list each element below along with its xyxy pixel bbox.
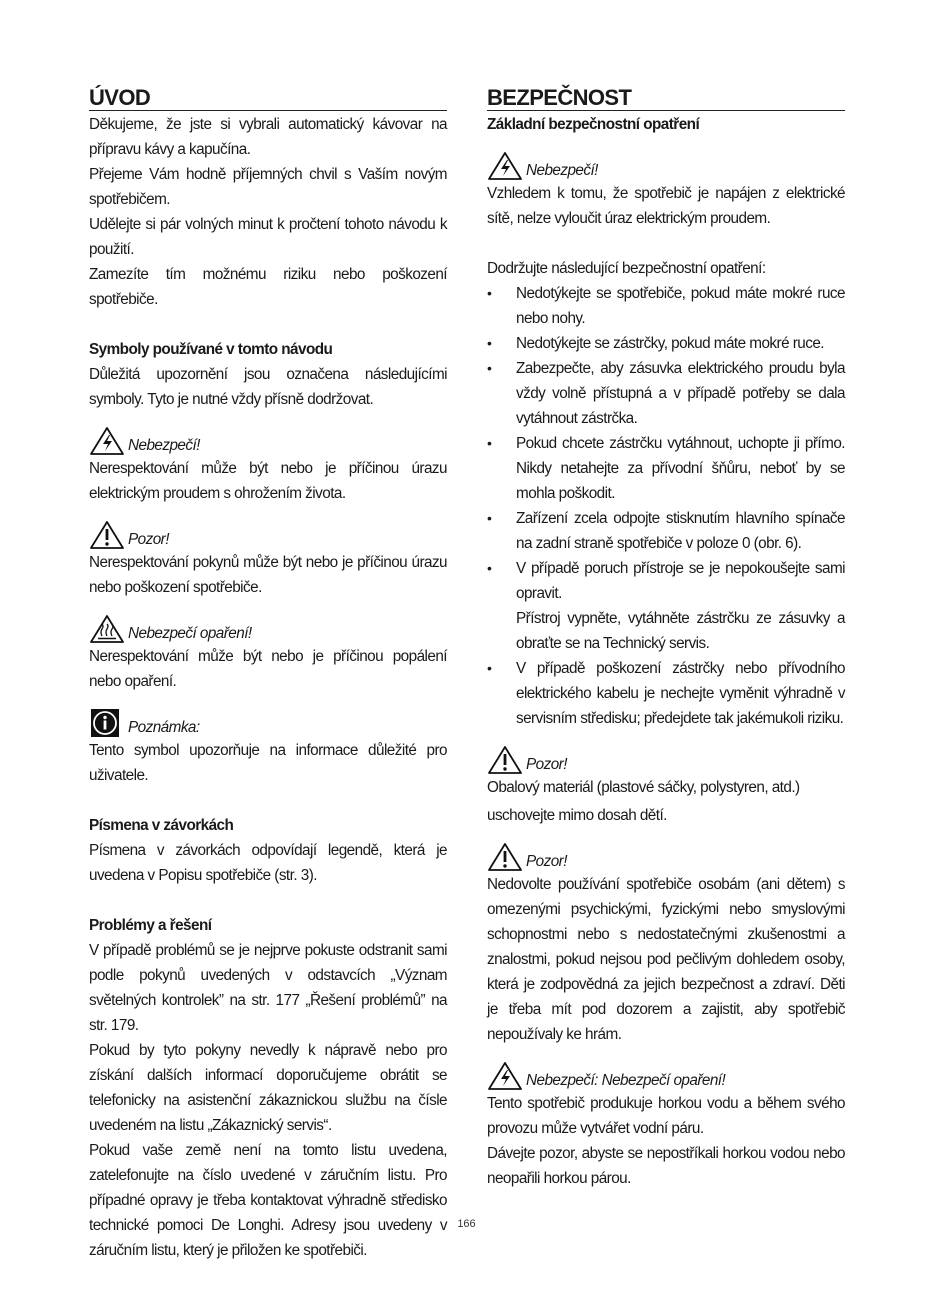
burn-symbol-row — [89, 613, 447, 644]
electric-danger-icon — [487, 1061, 523, 1091]
caution-symbol-row — [487, 841, 845, 872]
list-item — [487, 506, 845, 556]
danger-symbol-row — [487, 150, 845, 181]
safety-subheading: Základní bezpečnostní opatření — [487, 116, 700, 133]
info-icon — [89, 708, 125, 738]
right-column — [487, 84, 845, 1191]
symbols-heading: Symboly používané v tomto návodu — [89, 341, 333, 358]
danger-label: Nebezpečí! — [526, 162, 598, 179]
list-item-text: • Zabezpečte, aby zásuvka elektrického proudu byla vždy volně přístupná a v případě potřeby se dala vytáhnout zástrčka. — [516, 360, 845, 427]
list-item-text: • Zařízení zcela odpojte stisknutím hlavního spínače na zadní straně spotřebiče v poloze 0 (obr. 6). — [516, 510, 845, 552]
symbols-intro: Důležitá upozornění jsou označena následujícími symboly. Tyto je nutné vždy přísně dodržovat. — [89, 366, 447, 408]
warning-icon — [487, 745, 523, 775]
left-column — [89, 84, 447, 1263]
caution-text: Nedovolte používání spotřebiče osobám (ani dětem) s omezenými psychickými, fyzickými nebo smyslovými schopnostmi nebo s nedostatečnými zkušenostmi a znalostmi, pokud nejsou pod pečlivým dohledem osoby, která je zodpovědná za jejich bezpečnost a zdraví. Děti je třeba mít pod dozorem a zajistit, aby spotřebič nepoužívaly ke hrám. — [487, 876, 845, 1043]
letters-text: Písmena v závorkách odpovídají legendě, která je uvedena v Popisu spotřebiče (str. 3). — [89, 842, 447, 884]
caution-label: Pozor! — [526, 756, 567, 773]
caution-label: Pozor! — [526, 853, 567, 870]
burn-text: Nerespektování může být nebo je příčinou popálení nebo opaření. — [89, 648, 447, 690]
list-item — [487, 431, 845, 506]
burn-label: Nebezpečí opaření! — [128, 625, 252, 642]
burn-symbol-row — [487, 1060, 845, 1091]
danger-text: Nerespektování může být nebo je příčinou úrazu elektrickým proudem s ohrožením života. — [89, 460, 447, 502]
intro-paragraph: Udělejte si pár volných minut k pročtení tohoto návodu k použití. — [89, 216, 447, 258]
intro-paragraph: Děkujeme, že jste si vybrali automatický kávovar na přípravu kávy a kapučína. — [89, 116, 447, 158]
burn-paragraph: Dávejte pozor, abyste se nepostříkali horkou vodou nebo neopařili horkou párou. — [487, 1145, 845, 1187]
burn-label: Nebezpečí: Nebezpečí opaření! — [526, 1072, 726, 1089]
list-item-text: Přístroj vypněte, vytáhněte zástrčku ze zásuvky a obraťte se na Technický servis. — [516, 610, 845, 652]
note-label: Poznámka: — [128, 719, 200, 736]
note-text: Tento symbol upozorňuje na informace důležité pro uživatele. — [89, 742, 447, 784]
caution-text: Nerespektování pokynů může být nebo je příčinou úrazu nebo poškození spotřebiče. — [89, 554, 447, 596]
list-item-text: • V případě poškození zástrčky nebo přívodního elektrického kabelu je nechejte vyměnit výhradně v servisním středisku; předejdete tak jakémukoli riziku. — [516, 660, 845, 727]
danger-text: Vzhledem k tomu, že spotřebič je napájen z elektrické sítě, nelze vyloučit úraz elektrickým proudem. — [487, 185, 845, 227]
page-number: 166 — [457, 1218, 476, 1230]
warning-icon — [487, 842, 523, 872]
danger-symbol-row — [89, 425, 447, 456]
rules-intro: Dodržujte následující bezpečnostní opatření: — [487, 260, 766, 277]
caution-text: Obalový materiál (plastové sáčky, polystyren, atd.) — [487, 779, 800, 796]
problems-heading: Problémy a řešení — [89, 917, 212, 934]
list-item — [487, 331, 845, 356]
intro-paragraph: Přejeme Vám hodně příjemných chvil s Vaším novým spotřebičem. — [89, 166, 447, 208]
caution-symbol-row — [487, 744, 845, 775]
section-title-uvod: ÚVOD — [89, 84, 447, 111]
letters-heading: Písmena v závorkách — [89, 817, 234, 834]
section-title-bezpecnost: BEZPEČNOST — [487, 84, 845, 111]
problems-paragraph: Pokud by tyto pokyny nevedly k nápravě nebo pro získání dalších informací doporučujeme obrátit se telefonicky na asistenční zákaznickou službu na čísle uvedeném na listu „Zákaznický servis“. — [89, 1042, 447, 1134]
note-symbol-row — [89, 707, 447, 738]
burn-paragraph: Tento spotřebič produkuje horkou vodu a během svého provozu může vytvářet vodní páru. — [487, 1095, 845, 1137]
caution-text: uschovejte mimo dosah dětí. — [487, 807, 667, 824]
warning-icon — [89, 520, 125, 550]
list-item-text: • Nedotýkejte se spotřebiče, pokud máte mokré ruce nebo nohy. — [516, 285, 845, 327]
caution-symbol-row — [89, 519, 447, 550]
electric-danger-icon — [89, 426, 125, 456]
list-item — [487, 281, 845, 331]
danger-label: Nebezpečí! — [128, 437, 200, 454]
problems-paragraph: Pokud vaše země není na tomto listu uvedena, zatelefonujte na číslo uvedené v záručním listu. Pro případné opravy je třeba kontaktovat výhradně středisko technické pomoci De Longhi. Adresy jsou uvedeny v záručním listu, který je přiložen ke spotřebiči. — [89, 1142, 447, 1259]
intro-paragraph: Zamezíte tím možnému riziku nebo poškození spotřebiče. — [89, 266, 447, 308]
hot-surface-icon — [89, 614, 125, 644]
list-item-text: • V případě poruch přístroje se je nepokoušejte sami opravit. — [516, 560, 845, 602]
list-item-text: • Pokud chcete zástrčku vytáhnout, uchopte ji přímo. Nikdy netahejte za přívodní šňůru, neboť by se mohla poškodit. — [516, 435, 845, 502]
problems-paragraph: V případě problémů se je nejprve pokuste odstranit sami podle pokynů uvedených v odstavcích „Význam světelných kontrolek” na str. 177 „Řešení problémů” na str. 179. — [89, 942, 447, 1034]
list-item — [487, 656, 845, 731]
safety-rules-list — [487, 281, 845, 731]
list-item — [487, 556, 845, 656]
list-item — [487, 356, 845, 431]
list-item-text: • Nedotýkejte se zástrčky, pokud máte mokré ruce. — [516, 335, 824, 352]
caution-label: Pozor! — [128, 531, 169, 548]
electric-danger-icon — [487, 151, 523, 181]
